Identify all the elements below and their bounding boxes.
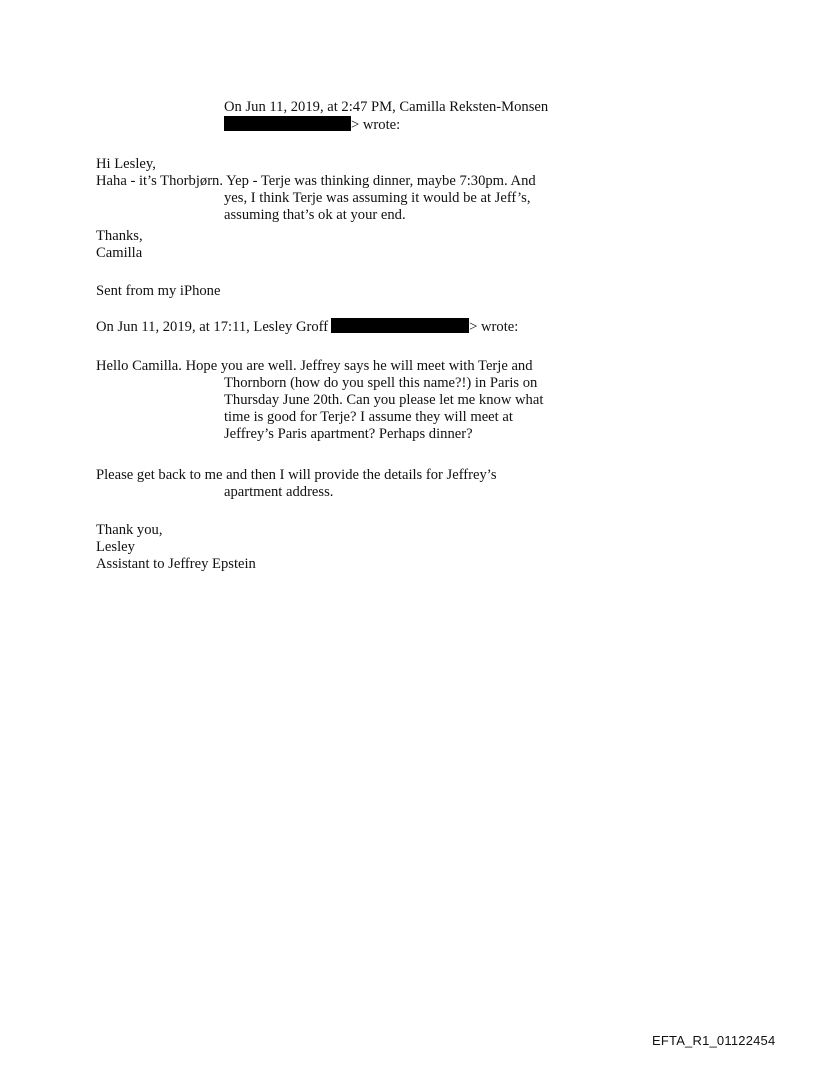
redaction-bar — [224, 116, 351, 131]
header-2-prefix: On Jun 11, 2019, at 17:11, Lesley Groff — [96, 319, 329, 335]
reply-body-line-2: yes, I think Terje was assuming it would be at Jeff’s, — [224, 190, 531, 206]
message-sender-title: Assistant to Jeffrey Epstein — [96, 556, 256, 572]
message-para-2-line-1: Please get back to me and then I will provide the details for Jeffrey’s — [96, 467, 497, 483]
sent-from-signature: Sent from my iPhone — [96, 283, 221, 299]
message-para-1-line-2: Thornborn (how do you spell this name?!) in Paris on — [224, 375, 538, 391]
document-id: EFTA_R1_01122454 — [652, 1033, 776, 1048]
reply-signoff: Thanks, — [96, 228, 143, 244]
message-para-1-line-4: time is good for Terje? I assume they will meet at — [224, 409, 513, 425]
header-1-wrote: > wrote: — [351, 117, 401, 133]
message-sender-name: Lesley — [96, 539, 135, 555]
message-signoff: Thank you, — [96, 522, 163, 538]
redaction-bar — [331, 318, 469, 333]
reply-greeting: Hi Lesley, — [96, 156, 156, 172]
header-2-wrote: > wrote: — [469, 319, 519, 335]
reply-body-line-3: assuming that’s ok at your end. — [224, 207, 406, 223]
reply-sender-name: Camilla — [96, 245, 143, 261]
email-header-2 — [96, 318, 518, 336]
message-para-1-line-1: Hello Camilla. Hope you are well. Jeffrey says he will meet with Terje and — [96, 358, 533, 374]
email-header-1-line-2 — [224, 116, 400, 134]
message-para-1-line-3: Thursday June 20th. Can you please let me know what — [224, 392, 544, 408]
email-header-1-line-1: On Jun 11, 2019, at 2:47 PM, Camilla Reksten-Monsen — [224, 99, 549, 115]
message-para-1-line-5: Jeffrey’s Paris apartment? Perhaps dinner? — [224, 426, 473, 442]
reply-body-line-1: Haha - it’s Thorbjørn. Yep - Terje was thinking dinner, maybe 7:30pm. And — [96, 173, 536, 189]
message-para-2-line-2: apartment address. — [224, 484, 334, 500]
